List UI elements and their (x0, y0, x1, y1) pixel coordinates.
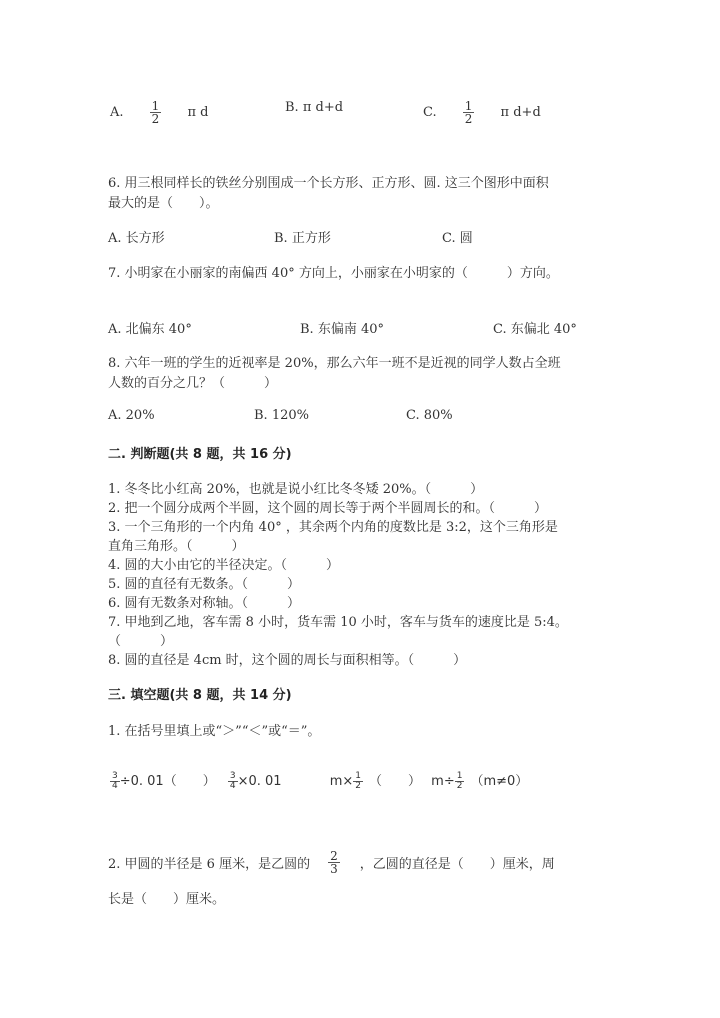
judge-item: 6. 圆有无数条对称轴。（ ） (108, 596, 301, 611)
numerator: 2 (330, 849, 338, 863)
q5-option-c (423, 100, 541, 125)
q6-line2: 最大的是（ ）。 (108, 196, 219, 211)
option-label: A. (110, 105, 124, 120)
expression-text: ÷0. 01（ ） (119, 774, 216, 789)
fraction (228, 772, 238, 791)
judge-item: 3. 一个三角形的一个内角 40° ，其余两个内角的度数比是 3:2，这个三角形是 (108, 520, 558, 535)
q6-option-b: B. 正方形 (274, 231, 331, 246)
numerator: 3 (229, 771, 236, 781)
q7-option-c: C. 东偏北 40° (493, 322, 577, 337)
expression-text: m× (329, 774, 354, 789)
denominator: 3 (330, 862, 338, 876)
q8-line1: 8. 六年一班的学生的近视率是 20%，那么六年一班不是近视的同学人数占全班 (108, 356, 561, 371)
q6-line1: 6. 用三根同样长的铁丝分别围成一个长方形、正方形、圆. 这三个图形中面积 (108, 176, 549, 191)
judge-item: 直角三角形。（ ） (108, 539, 245, 554)
section2-title: 二. 判断题(共 8 题，共 16 分) (108, 447, 292, 462)
expression-text: ×0. 01 (237, 774, 282, 789)
judge-item: 4. 圆的大小由它的半径决定。（ ） (108, 558, 340, 573)
q8-option-a: A. 20% (108, 408, 155, 423)
fraction (150, 100, 162, 125)
option-label: B. (285, 100, 299, 115)
q5-option-b (285, 100, 343, 115)
question-text: 2. 甲圆的半径是 6 厘米，是乙圆的 (108, 857, 311, 872)
fraction (328, 850, 340, 875)
judge-item: 7. 甲地到乙地，客车需 8 小时，货车需 10 小时，客车与货车的速度比是 5:4。 (108, 615, 568, 630)
q7-option-b: B. 东偏南 40° (300, 322, 384, 337)
numerator: 1 (355, 771, 362, 781)
expression-text: m÷ (431, 774, 455, 789)
denominator: 2 (456, 781, 463, 791)
numerator: 1 (456, 771, 463, 781)
expression-text: （m≠0） (470, 774, 529, 789)
numerator: 1 (151, 99, 160, 113)
option-label: C. (423, 105, 437, 120)
denominator: 4 (112, 781, 118, 791)
q7-option-a: A. 北偏东 40° (108, 322, 192, 337)
fraction (463, 100, 475, 125)
expression-text: （ ） (369, 774, 422, 789)
q5-option-a (110, 100, 208, 125)
option-text: π d (187, 105, 209, 120)
judge-item: 5. 圆的直径有无数条。（ ） (108, 577, 301, 592)
judge-item: 8. 圆的直径是 4cm 时，这个圆的周长与面积相等。（ ） (108, 653, 467, 668)
fill-q1-expression (110, 770, 528, 791)
fill-q1-text: 1. 在括号里填上或“＞”“＜”或“＝”。 (108, 724, 321, 739)
fill-q2-line1 (108, 850, 555, 875)
option-text: π d+d (500, 105, 541, 120)
numerator: 1 (464, 99, 473, 113)
denominator: 4 (229, 781, 236, 791)
q8-line2: 人数的百分之几？（ ） (108, 376, 278, 391)
denominator: 2 (464, 112, 473, 126)
numerator: 3 (112, 771, 118, 781)
fraction (353, 772, 363, 791)
fill-q2-line2: 长是（ ）厘米。 (108, 892, 226, 907)
fraction (455, 772, 465, 791)
denominator: 2 (355, 781, 362, 791)
option-text: π d+d (302, 100, 344, 115)
q8-option-b: B. 120% (254, 408, 309, 423)
q7-line1: 7. 小明家在小丽家的南偏西 40° 方向上，小丽家在小明家的（ ）方向。 (108, 266, 559, 281)
denominator: 2 (151, 112, 160, 126)
q6-option-a: A. 长方形 (108, 231, 165, 246)
q8-option-c: C. 80% (406, 408, 453, 423)
fraction (110, 772, 120, 791)
question-text: ，乙圆的直径是（ ）厘米，周 (359, 857, 555, 872)
judge-item: 1. 冬冬比小红高 20%，也就是说小红比冬冬矮 20%。（ ） (108, 482, 484, 497)
section3-title: 三. 填空题(共 8 题，共 14 分) (108, 688, 292, 703)
q6-option-c: C. 圆 (442, 231, 473, 246)
judge-item: （ ） (108, 634, 174, 649)
judge-item: 2. 把一个圆分成两个半圆，这个圆的周长等于两个半圆周长的和。（ ） (108, 501, 548, 516)
